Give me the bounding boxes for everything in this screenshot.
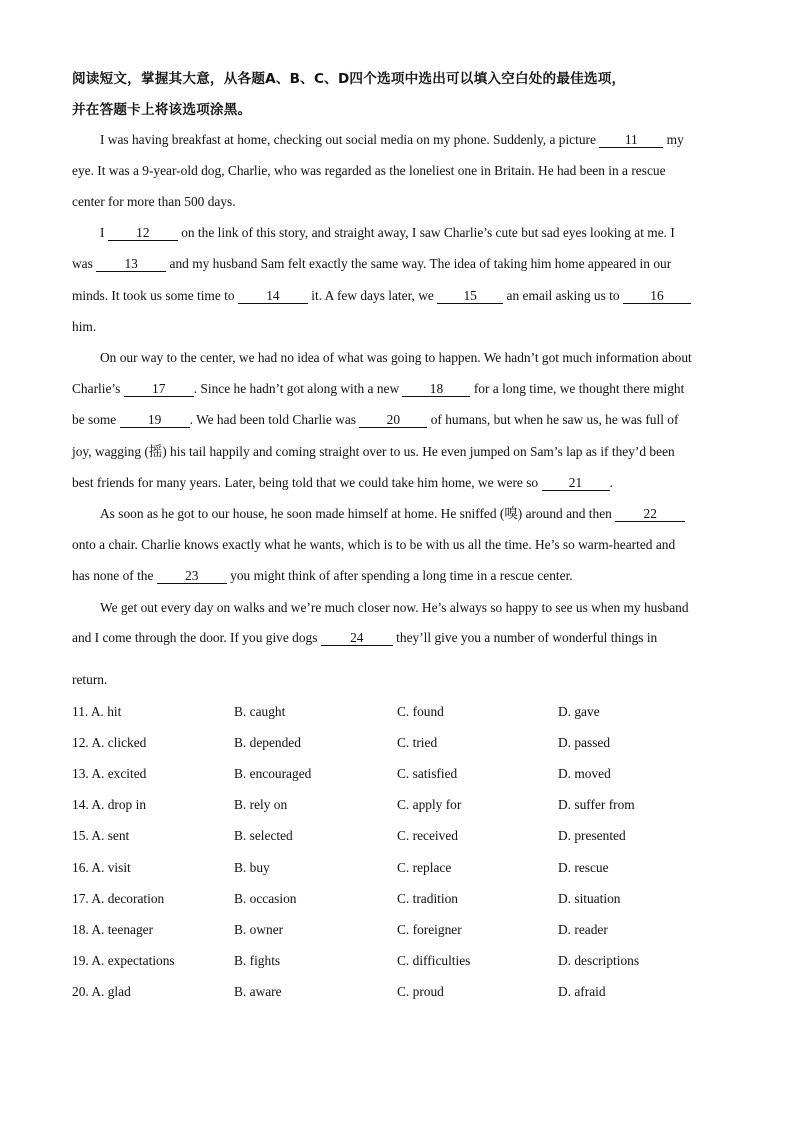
option-c: C. tradition	[397, 891, 458, 906]
text: on the link of this story, and straight away, I saw Charlie’s cute but sad eyes looking at me. I	[181, 225, 675, 240]
blank-14: 14	[238, 288, 308, 304]
blank-19: 19	[120, 412, 190, 428]
option-d: D. descriptions	[558, 953, 640, 968]
blank-11: 11	[599, 132, 663, 148]
text: you might think of after spending a long time in a rescue center.	[230, 568, 573, 583]
option-d: D. gave	[558, 704, 600, 719]
text: an email asking us to	[506, 288, 620, 303]
p1-line-2: eye. It was a 9-year-old dog, Charlie, who was regarded as the loneliest one in Britain. He had been in a rescue	[72, 163, 666, 178]
option-a: 16. A. visit	[72, 860, 131, 875]
p5-line-1: We get out every day on walks and we’re much closer now. He’s always so happy to see us when my husband	[100, 600, 689, 615]
blank-12: 12	[108, 225, 178, 241]
p5-line-3: return.	[72, 672, 108, 687]
p2-line-4: him.	[72, 319, 97, 334]
text: of humans, but when he saw us, he was full of	[430, 412, 679, 427]
option-a: 20. A. glad	[72, 984, 131, 999]
text: Charlie’s	[72, 381, 121, 396]
p3-line-1: On our way to the center, we had no idea of what was going to happen. We hadn’t got much information about	[100, 350, 692, 365]
text: As soon as he got to our house, he soon made himself at home. He sniffed (嗅) around and then	[100, 506, 612, 521]
p1-line-1	[100, 131, 684, 149]
option-b: B. selected	[234, 828, 293, 843]
blank-18: 18	[402, 381, 470, 397]
option-b: B. rely on	[234, 797, 288, 812]
option-a: 18. A. teenager	[72, 922, 154, 937]
p4-line-2: onto a chair. Charlie knows exactly what he wants, which is to be with us all the time. He’s so warm-hearted and	[72, 537, 676, 552]
text: it. A few days later, we	[311, 288, 434, 303]
text: was	[72, 256, 93, 271]
text: be some	[72, 412, 117, 427]
text: for a long time, we thought there might	[473, 381, 685, 396]
p3-line-3	[72, 411, 678, 429]
blank-15: 15	[437, 288, 503, 304]
text: best friends for many years. Later, being told that we could take him home, we were so	[72, 475, 539, 490]
option-d: D. afraid	[558, 984, 606, 999]
option-a: 13. A. excited	[72, 766, 147, 781]
text: . Since he hadn’t got along with a new	[193, 381, 400, 396]
p3-line-5	[72, 474, 613, 492]
option-c: C. difficulties	[397, 953, 471, 968]
option-c: C. found	[397, 704, 444, 719]
blank-16: 16	[623, 288, 691, 304]
p2-line-1	[100, 224, 675, 242]
blank-23: 23	[157, 568, 227, 584]
option-d: D. moved	[558, 766, 611, 781]
option-a: 14. A. drop in	[72, 797, 147, 812]
option-a: 19. A. expectations	[72, 953, 175, 968]
option-b: B. encouraged	[234, 766, 312, 781]
option-b: B. fights	[234, 953, 281, 968]
option-d: D. rescue	[558, 860, 609, 875]
option-c: C. proud	[397, 984, 444, 999]
p2-line-2	[72, 255, 671, 273]
option-c: C. tried	[397, 735, 438, 750]
text: has none of the	[72, 568, 154, 583]
option-d: D. suffer from	[558, 797, 635, 812]
instructions-line-1: 阅读短文，掌握其大意，从各题A、B、C、D四个选项中选出可以填入空白处的最佳选项，	[72, 71, 626, 87]
p5-line-2	[72, 629, 657, 647]
text: minds. It took us some time to	[72, 288, 235, 303]
text: .	[609, 475, 613, 490]
text: they’ll give you a number of wonderful things in	[396, 630, 658, 645]
option-b: B. owner	[234, 922, 284, 937]
option-c: C. received	[397, 828, 458, 843]
p3-line-4: joy, wagging (摇) his tail happily and coming straight over to us. He even jumped on Sam’s lap as if they’d been	[72, 444, 675, 459]
option-b: B. caught	[234, 704, 286, 719]
p3-line-2	[72, 380, 684, 398]
option-a: 11. A. hit	[72, 704, 122, 719]
option-d: D. situation	[558, 891, 621, 906]
p1-line-3: center for more than 500 days.	[72, 194, 236, 209]
option-d: D. reader	[558, 922, 608, 937]
text: . We had been told Charlie was	[189, 412, 357, 427]
option-a: 12. A. clicked	[72, 735, 147, 750]
option-c: C. foreigner	[397, 922, 462, 937]
option-a: 17. A. decoration	[72, 891, 165, 906]
option-d: D. passed	[558, 735, 611, 750]
option-b: B. aware	[234, 984, 282, 999]
option-a: 15. A. sent	[72, 828, 130, 843]
text: my	[666, 132, 684, 147]
p4-line-1	[100, 505, 685, 523]
blank-17: 17	[124, 381, 194, 397]
option-b: B. buy	[234, 860, 270, 875]
blank-13: 13	[96, 256, 166, 272]
text: I was having breakfast at home, checking out social media on my phone. Suddenly, a picture	[100, 132, 596, 147]
blank-20: 20	[359, 412, 427, 428]
text: and I come through the door. If you give dogs	[72, 630, 318, 645]
p2-line-3	[72, 287, 691, 305]
option-b: B. occasion	[234, 891, 297, 906]
option-b: B. depended	[234, 735, 301, 750]
option-c: C. satisfied	[397, 766, 458, 781]
option-c: C. replace	[397, 860, 452, 875]
instructions-line-2: 并在答题卡上将该选项涂黑。	[72, 102, 252, 118]
blank-24: 24	[321, 630, 393, 646]
text: and my husband Sam felt exactly the same way. The idea of taking him home appeared in our	[169, 256, 672, 271]
blank-22: 22	[615, 506, 685, 522]
option-c: C. apply for	[397, 797, 462, 812]
p4-line-3	[72, 567, 573, 585]
option-d: D. presented	[558, 828, 626, 843]
instructions	[72, 64, 732, 126]
blank-21: 21	[542, 475, 610, 491]
text: I	[100, 225, 105, 240]
